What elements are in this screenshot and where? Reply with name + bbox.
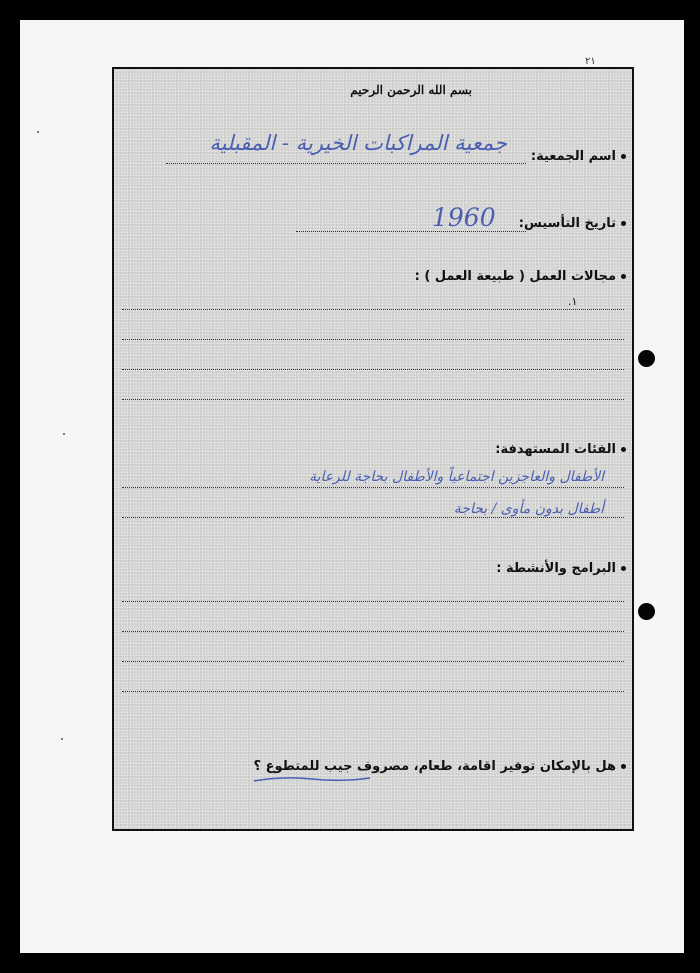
target-groups-dotted-line-1 xyxy=(122,487,624,488)
scan-speck xyxy=(34,128,44,138)
punch-hole-upper xyxy=(638,350,655,367)
bullet-icon xyxy=(621,221,626,226)
target-groups-label xyxy=(495,442,626,457)
bullet-icon xyxy=(621,274,626,279)
work-fields-dotted-line-4 xyxy=(122,399,624,400)
punch-hole-lower xyxy=(638,603,655,620)
programs-dotted-line-4 xyxy=(122,691,624,692)
page-marker: ٢١ xyxy=(585,56,596,67)
work-fields-dotted-line-1 xyxy=(122,309,624,310)
work-fields-label-text: مجالات العمل ( طبيعة العمل ) : xyxy=(414,269,616,284)
scan-speck xyxy=(60,430,70,440)
work-fields-dotted-line-3 xyxy=(122,369,624,370)
work-fields-dotted-line-2 xyxy=(122,339,624,340)
volunteer-question-label-text: هل بالإمكان توفير اقامة، طعام، مصروف جيب للمتطوع ؟ xyxy=(253,759,616,774)
form-box xyxy=(112,67,634,831)
programs-dotted-line-2 xyxy=(122,631,624,632)
association-name-dotted-line xyxy=(166,163,526,164)
bullet-icon xyxy=(621,764,626,769)
programs-label-text: البرامج والأنشطة : xyxy=(496,561,616,576)
bullet-icon xyxy=(621,447,626,452)
volunteer-question-label xyxy=(254,759,626,774)
paper-sheet xyxy=(20,20,684,953)
work-fields-first-item: ١. xyxy=(568,295,578,308)
target-groups-label-text: الفئات المستهدفة: xyxy=(495,442,616,457)
programs-dotted-line-1 xyxy=(122,601,624,602)
programs-label xyxy=(496,561,626,576)
basmala-heading: بسم الله الرحمن الرحيم xyxy=(350,83,472,97)
founding-date-value: 1960 xyxy=(432,203,496,232)
bullet-icon xyxy=(621,154,626,159)
handwritten-underline xyxy=(252,773,372,785)
target-groups-line-1: الأطفال والعاجزين اجتماعياً والأطفال بحاجة للرعاية xyxy=(309,469,604,485)
programs-dotted-line-3 xyxy=(122,661,624,662)
association-name-label-text: اسم الجمعية: xyxy=(530,149,616,164)
association-name-value: جمعية المراكبات الخيرية - المقبلية xyxy=(209,131,507,155)
founding-date-label-text: تاريخ التأسيس: xyxy=(518,216,616,231)
target-groups-line-2: أطفال بدون مأوى / بحاجة xyxy=(453,501,604,517)
target-groups-dotted-line-2 xyxy=(122,517,624,518)
bullet-icon xyxy=(621,566,626,571)
scan-speck xyxy=(58,735,68,745)
founding-date-label xyxy=(519,216,626,231)
association-name-label xyxy=(531,149,626,164)
work-fields-label xyxy=(415,269,626,284)
